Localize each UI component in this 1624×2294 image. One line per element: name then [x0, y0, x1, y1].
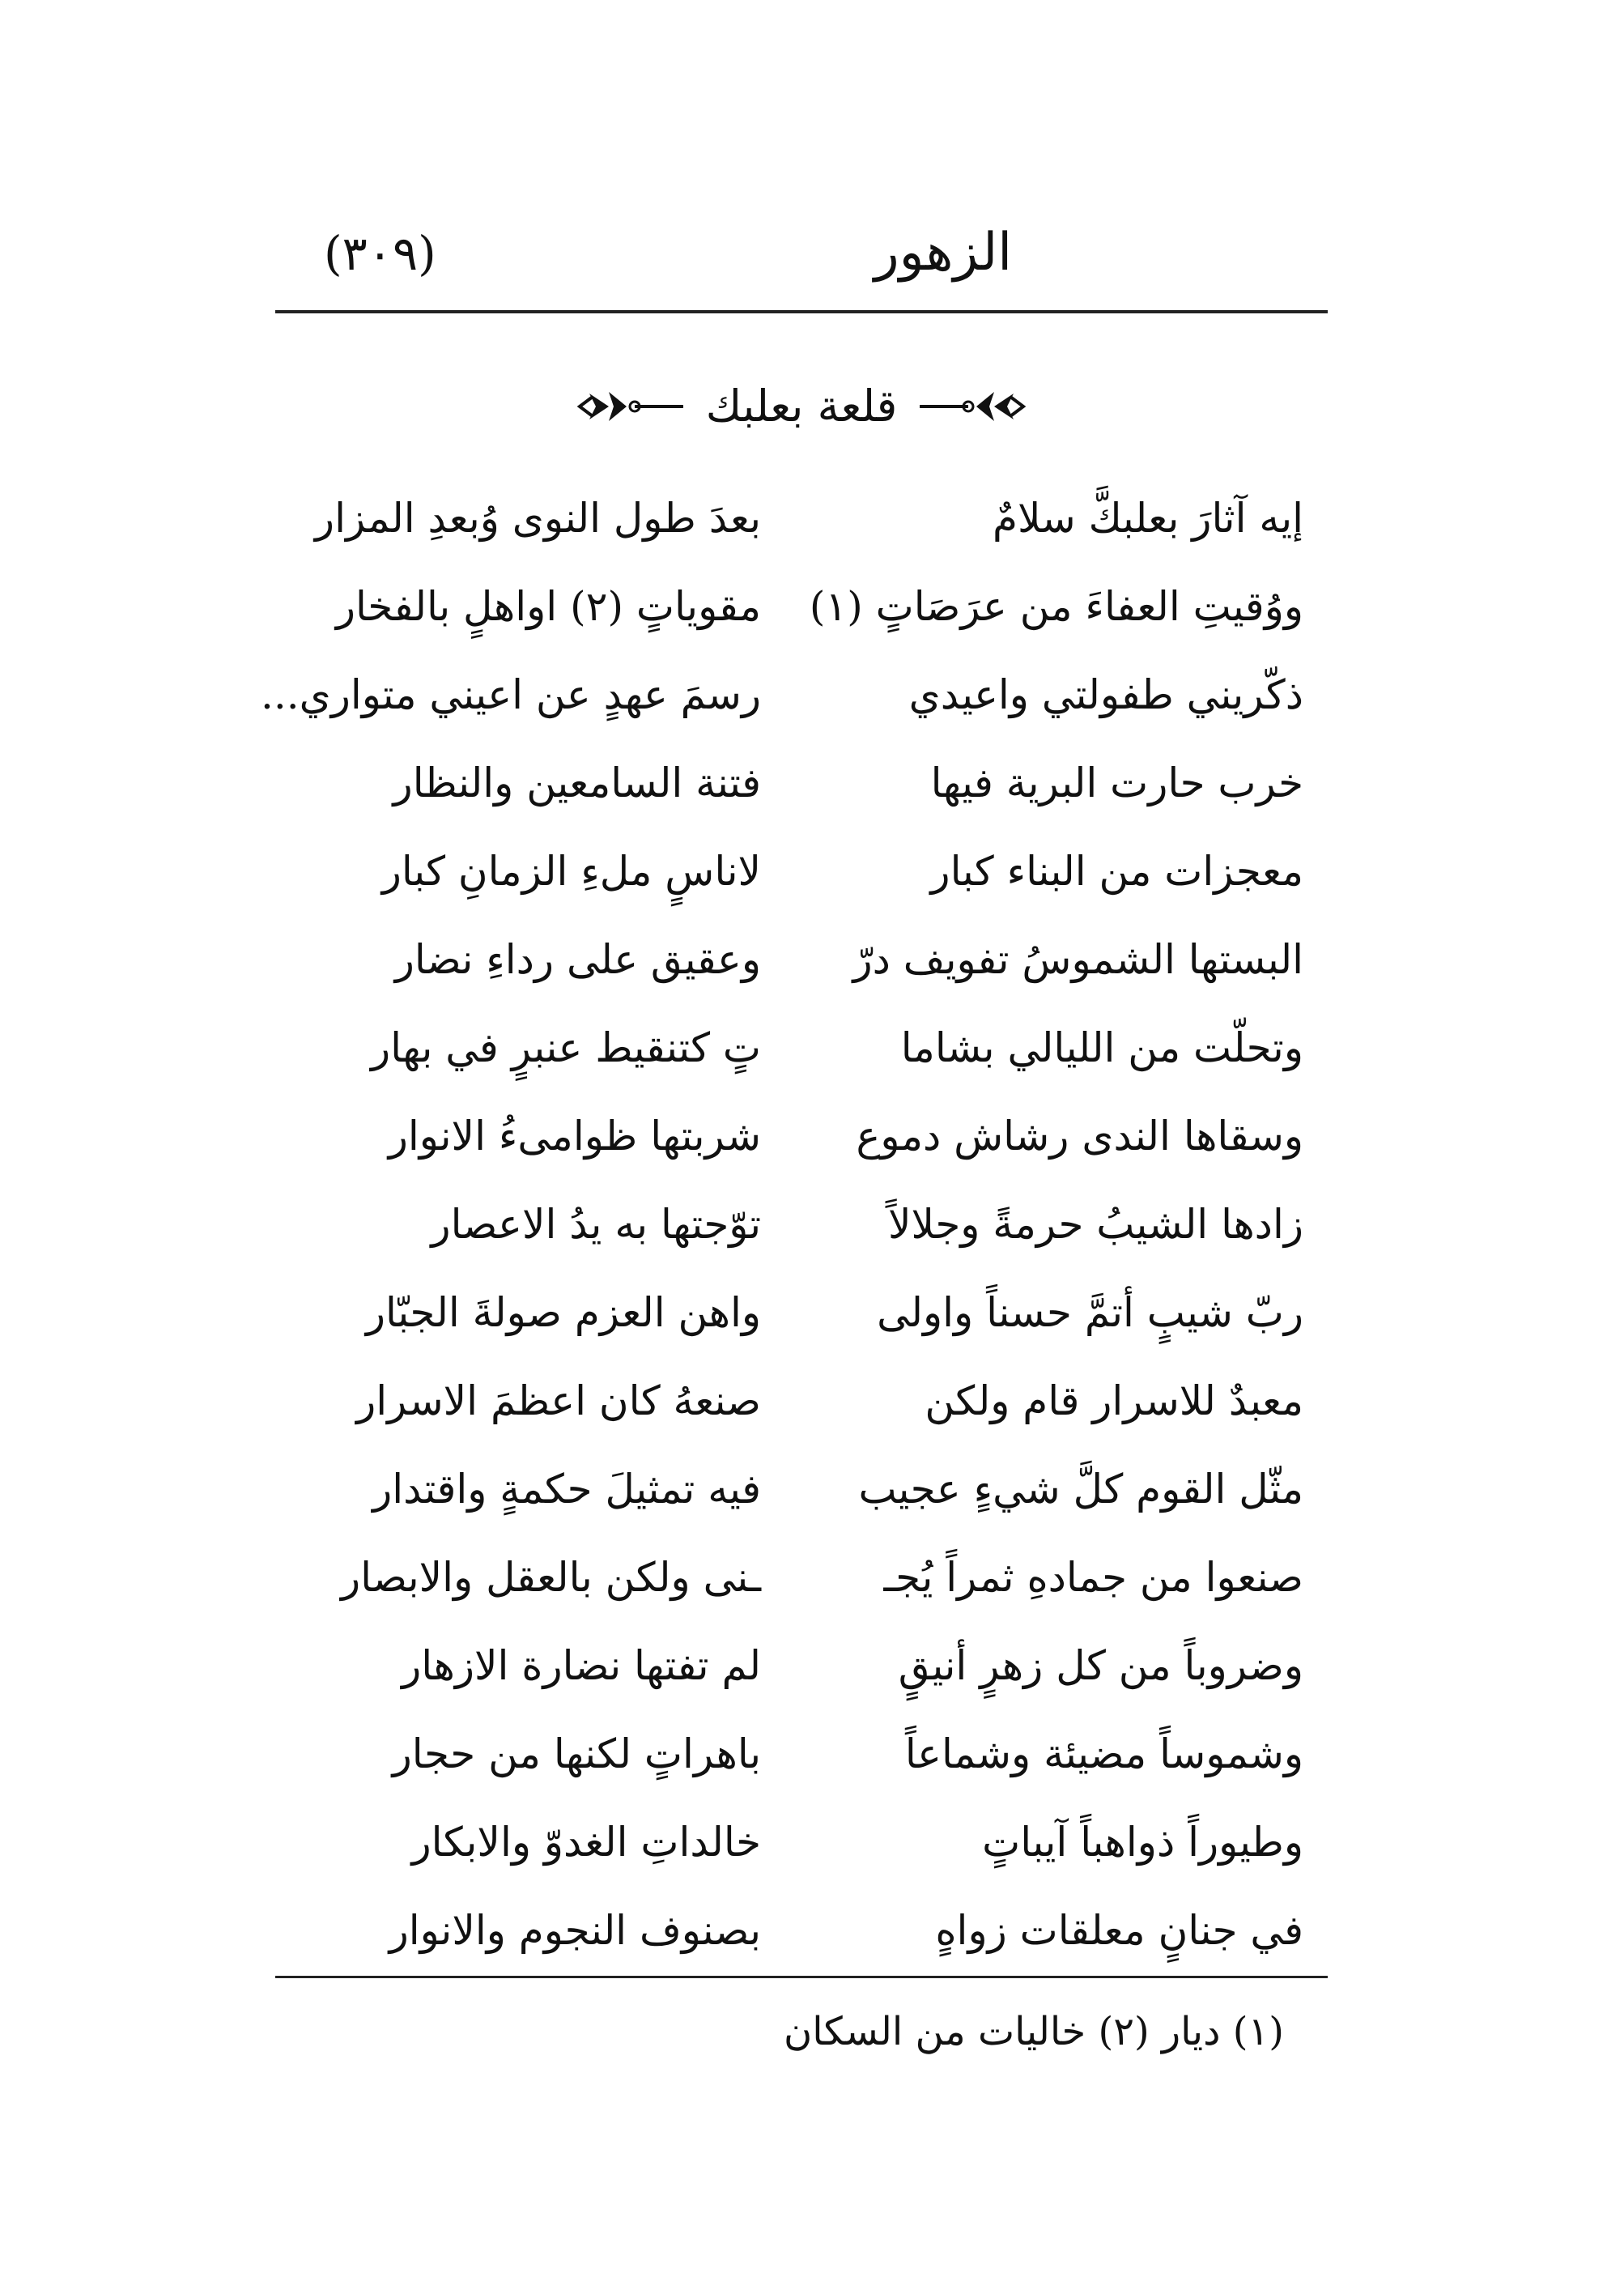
- second-hemistich: صنعهُ كان اعظمَ الاسرار: [356, 1377, 761, 1424]
- first-hemistich: وتحلّت من الليالي بشاما: [900, 1024, 1303, 1071]
- first-hemistich: في جنانٍ معلقات زواهٍ: [935, 1907, 1303, 1954]
- verse: [308, 1360, 1303, 1441]
- verse: [308, 919, 1303, 1000]
- first-hemistich: زادها الشيبُ حرمةً وجلالاً: [888, 1201, 1303, 1248]
- first-hemistich: ربّ شيبٍ أتمَّ حسناً واولى: [877, 1289, 1303, 1336]
- second-hemistich: لاناسٍ ملءِ الزمانِ كبار: [381, 848, 761, 895]
- poem: [260, 478, 1303, 1968]
- footnote-rule: [275, 1976, 1328, 1978]
- footnote: (١) ديار (٢) خاليات من السكان: [784, 2009, 1284, 2054]
- right-ornament-icon: [920, 389, 1025, 424]
- verse: [308, 1007, 1303, 1088]
- verse: [308, 478, 1303, 559]
- first-hemistich: وطيوراً ذواهباً آيباتٍ: [982, 1819, 1303, 1866]
- first-hemistich: وسقاها الندى رشاش دموع: [856, 1113, 1303, 1160]
- page-header: [275, 219, 1328, 300]
- second-hemistich: باهراتٍ لكنها من حجار: [392, 1730, 761, 1777]
- first-hemistich: معبدٌ للاسرار قام ولكن: [925, 1377, 1303, 1424]
- section-heading: [275, 374, 1328, 439]
- second-hemistich: خالداتِ الغدوّ والابكار: [411, 1819, 761, 1866]
- second-hemistich: لم تفتها نضارة الازهار: [402, 1642, 761, 1689]
- verse: [308, 1625, 1303, 1706]
- section-title: قلعة بعلبك: [705, 381, 898, 432]
- second-hemistich: توّجتها به يدُ الاعصار: [431, 1201, 761, 1248]
- second-hemistich: فيه تمثيلَ حكمةٍ واقتدار: [372, 1466, 761, 1513]
- second-hemistich: فتنة السامعين والنظار: [393, 760, 761, 807]
- second-hemistich: مقوياتٍ (٢) اواهلٍ بالفخار: [335, 583, 761, 630]
- verse: [308, 1272, 1303, 1353]
- verse: [260, 654, 1303, 735]
- first-hemistich: صنعوا من جمادهِ ثمراً يُجـ: [883, 1554, 1303, 1601]
- second-hemistich: واهن العزم صولةَ الجبّار: [365, 1289, 761, 1336]
- first-hemistich: البستها الشموسُ تفويف درّ: [852, 936, 1303, 983]
- second-hemistich: شربتها ظوامىءُ الانوار: [388, 1113, 761, 1160]
- verse: [308, 1802, 1303, 1883]
- verse: [308, 566, 1303, 647]
- first-hemistich: وضروباً من كل زهرٍ أنيقٍ: [898, 1642, 1303, 1689]
- verse: [308, 1096, 1303, 1177]
- first-hemistich: ذكّريني طفولتي واعيدي: [908, 671, 1303, 718]
- verse: [308, 743, 1303, 824]
- verse: [308, 1890, 1303, 1971]
- running-title: الزهور: [874, 223, 1012, 283]
- second-hemistich: بعدَ طول النوى وُبعدِ المزار: [314, 495, 761, 542]
- first-hemistich: معجزات من البناء كبار: [930, 848, 1303, 895]
- page-number: (٣٠٩): [324, 226, 436, 281]
- verse: [308, 1713, 1303, 1794]
- second-hemistich: ـنى ولكن بالعقل والابصار: [340, 1554, 761, 1601]
- first-hemistich: إيه آثارَ بعلبكَّ سلامٌ: [993, 495, 1303, 542]
- second-hemistich: بصنوف النجوم والانوار: [389, 1907, 761, 1954]
- header-rule: [275, 310, 1328, 313]
- second-hemistich: تٍ كتنقيط عنبرٍ في بهار: [371, 1024, 761, 1071]
- verse: [308, 1184, 1303, 1265]
- first-hemistich: خرب حارت البرية فيها: [930, 760, 1303, 807]
- first-hemistich: وشموساً مضيئة وشماعاً: [904, 1730, 1303, 1777]
- verse: [308, 1449, 1303, 1530]
- second-hemistich: رسمَ عهدٍ عن اعيني متواري...: [260, 671, 761, 718]
- first-hemistich: ووُقيتِ العفاءَ من عرَصَاتٍ (١): [809, 583, 1303, 630]
- second-hemistich: وعقيق على رداءِ نضار: [394, 936, 761, 983]
- first-hemistich: مثّل القوم كلَّ شيءٍ عجيب: [858, 1466, 1303, 1513]
- verse: [308, 831, 1303, 912]
- verse: [308, 1537, 1303, 1618]
- left-ornament-icon: [578, 389, 683, 424]
